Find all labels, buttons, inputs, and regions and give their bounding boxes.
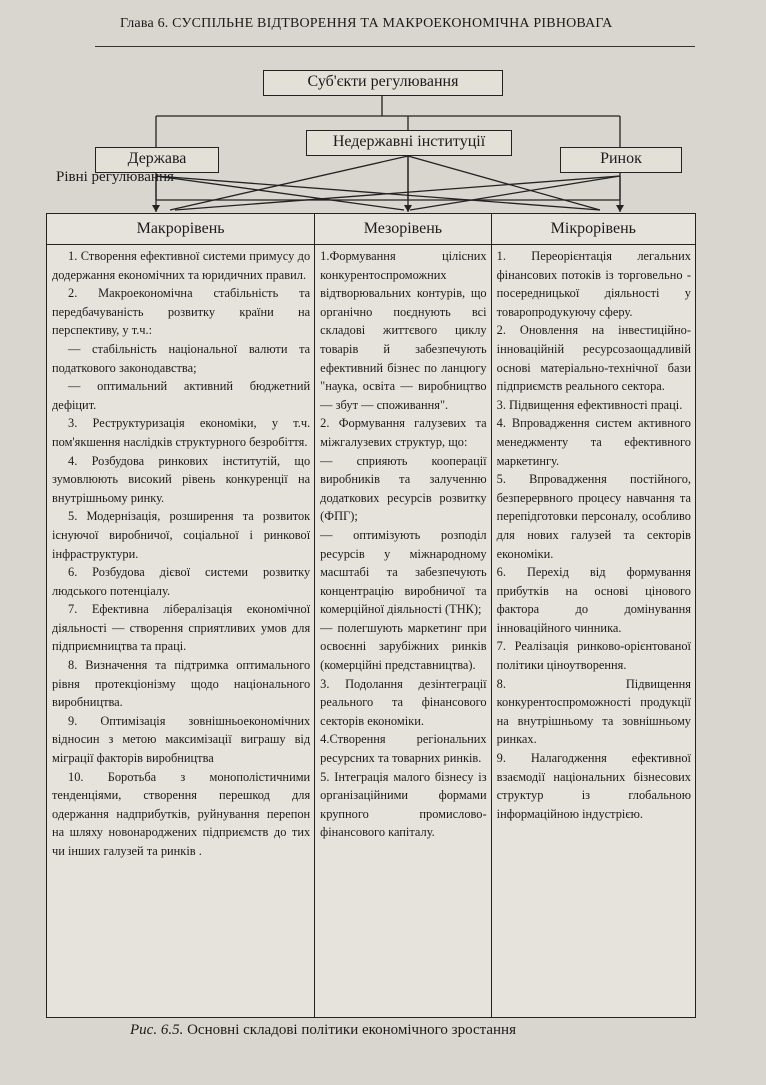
policy-table: [46, 213, 696, 1018]
micro-column: [492, 214, 695, 1017]
arrow-line: [175, 176, 620, 210]
list-item: — полегшують маркетинг при освоєнні зарубіжних ринків (комерційні представництва).: [320, 620, 487, 673]
list-item: 1. Створення ефективної системи примусу до додержання економічних та юридичних правил.: [52, 249, 311, 282]
list-item: 4. Впровадження систем активного менеджменту та ефективного маркетингу.: [496, 416, 691, 468]
list-item: — стабільність національної валюти та податкового законодавства;: [52, 341, 311, 375]
list-item: 7. Реалізація ринково-орієнтованої політики ціноутворення.: [496, 639, 691, 673]
macro-column: [47, 214, 315, 1017]
market-box: Ринок: [560, 147, 682, 173]
levels-label: Рівні регулювання: [56, 169, 174, 185]
state-box: Держава: [95, 147, 219, 173]
list-item: 9. Налагодження ефективної взаємодії національних бізнесових структур із глобальною інформаційною індустрією.: [496, 751, 691, 821]
figure-title: Основні складові політики економічного зростання: [187, 1022, 516, 1038]
list-item: 2. Оновлення на інвестиційно-інноваційній ресурсозаощадливій основі матеріально-технічної бази підприємств реального сектора.: [496, 323, 691, 394]
arrow-line: [156, 176, 600, 210]
list-item: 3. Подолання дезінтеграції реального та фінансового секторів економіки.: [320, 676, 487, 728]
arrowhead: [616, 205, 624, 212]
figure-label: Рис. 6.5.: [130, 1022, 184, 1038]
macro-column-body: [47, 245, 314, 861]
list-item: — оптимальний активний бюджетний дефіцит.: [52, 379, 311, 412]
arrowhead: [152, 205, 160, 212]
list-item: 6. Перехід від формування прибутків на основі цінового фактора до домінування інноваційного чинника.: [496, 565, 691, 635]
meso-column-header: Мезорівень: [315, 214, 490, 245]
meso-column-body: [315, 245, 490, 842]
list-item: 10. Боротьба з монополістичними тенденціями, створення перешкод для одержання надприбутків, руйнування перепон на шляху новонароджених підприємств до тих чи інших галузей та ринків .: [52, 769, 311, 858]
list-item: 4.Створення регіональних ресурсних та товарних ринків.: [320, 732, 487, 766]
macro-column-header: Макрорівень: [47, 214, 314, 245]
micro-column-body: [492, 245, 695, 823]
list-item: 2. Формування галузевих та міжгалузевих структур, що:: [320, 416, 487, 449]
list-item: 3. Підвищення ефективності праці.: [496, 397, 683, 412]
list-item: 6. Розбудова дієвої системи розвитку людського потенціалу.: [52, 565, 311, 598]
list-item: 9. Оптимізація зовнішньоекономічних відносин з метою максимізації виграшу від міграції факторів виробництва: [52, 713, 311, 766]
list-item: 7. Ефективна лібералізація економічної діяльності — створення сприятливих умов для підприємництва та праці.: [52, 602, 311, 654]
list-item: 3. Реструктуризація економіки, у т.ч. пом'якшення наслідків структурного безробіття.: [52, 416, 311, 449]
list-item: 2. Макроекономічна стабільність та передбачуваність розвитку країни на перспективу, у т.ч.:: [52, 286, 311, 338]
meso-column: [315, 214, 491, 1017]
arrow-line: [410, 176, 620, 210]
non-state-box: Недержавні інституції: [306, 130, 512, 156]
list-item: 5. Інтеграція малого бізнесу із організаційними формами крупного промислово-фінансового капіталу.: [320, 769, 487, 840]
list-item: — оптимізують розподіл ресурсів у міжнародному масштабі та забезпечують концентрацію виробничої та комерційної діяльності (ТНК);: [320, 527, 487, 617]
list-item: — сприяють кооперації виробників та залученню додаткових ресурсів розвитку (ФПГ);: [320, 453, 487, 524]
micro-column-header: Мікрорівень: [492, 214, 695, 245]
subjects-box: Суб'єкти регулювання: [263, 70, 503, 96]
list-item: 5. Впровадження постійного, безперервного процесу навчання та перепідготовки персоналу, особливо для нових галузей та секторів економіки.: [496, 472, 691, 561]
list-item: 8. Визначення та підтримка оптимального рівня протекціонізму щодо національного виробництва.: [52, 658, 311, 710]
list-item: 8. Підвищення конкурентоспроможності продукції на внутрішньому та зовнішньому ринках.: [496, 676, 691, 747]
list-item: 4. Розбудова ринкових інститутій, що зумовлюють високий рівень конкуренції на внутрішньому ринку.: [52, 453, 311, 505]
figure-caption: [130, 1022, 650, 1039]
list-item: 1. Переорієнтація легальних фінансових потоків із торговельно - посередницької діяльності у товаропродукуючу сферу.: [496, 249, 691, 319]
list-item: 5. Модернізація, розширення та розвиток існуючої виробничої, соціальної і ринкової інфраструктури.: [52, 509, 311, 561]
arrowhead: [404, 205, 412, 212]
running-header: Глава 6. СУСПІЛЬНЕ ВІДТВОРЕННЯ ТА МАКРОЕКОНОМІЧНА РІВНОВАГА: [120, 16, 613, 31]
list-item: 1.Формування цілісних конкурентоспроможних відтворювальних контурів, що органічно поєднують всі складові життєвого циклу товарів й забезпечують ефективний бізнес по ланцюгу "наука, освіта — виробництво — збут — споживання".: [320, 249, 487, 412]
diagram-connectors: [0, 0, 766, 230]
